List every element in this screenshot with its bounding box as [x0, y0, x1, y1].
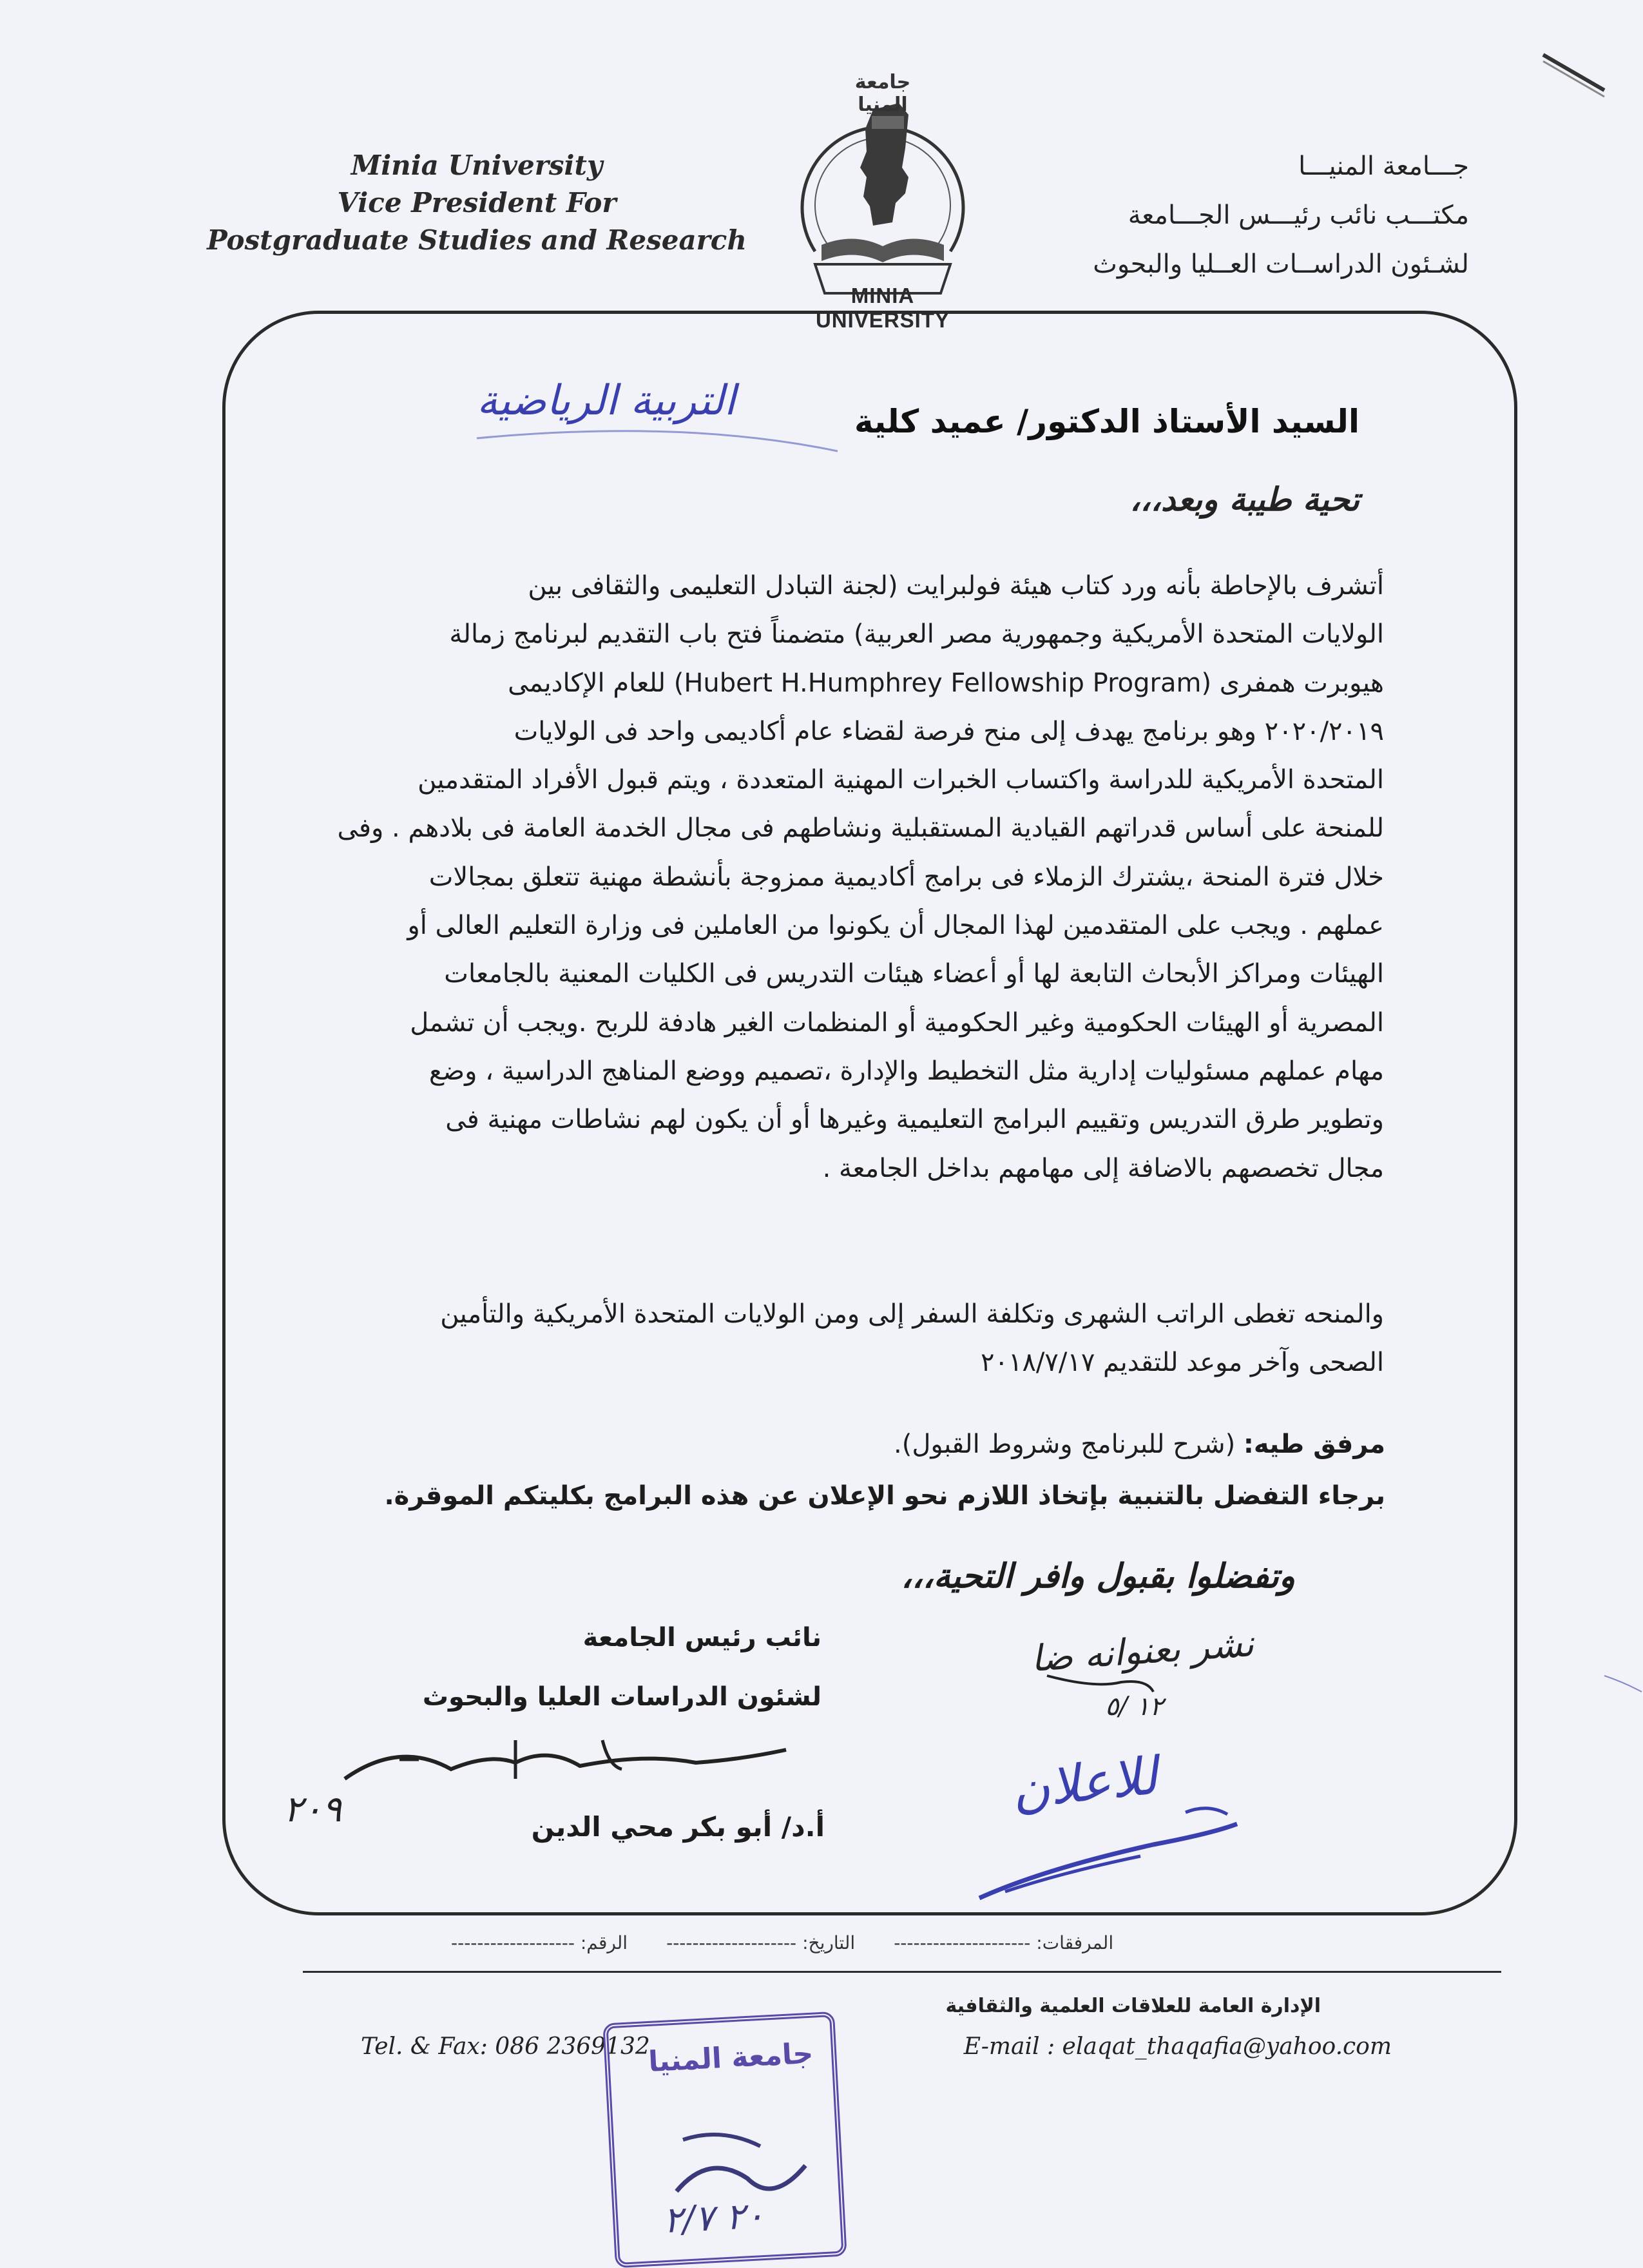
letter-body-paragraph-1	[337, 562, 1384, 1193]
body-line: هيوبرت همفرى (Hubert H.Humphrey Fellowship Program) للعام الإكاديمى	[508, 668, 1384, 698]
received-stamp	[602, 2011, 847, 2268]
stamp-handwriting: ٢٠ ٢/٧	[662, 2195, 765, 2242]
greeting: تحية طيبة وبعد،،،	[1129, 480, 1360, 518]
handwritten-note-announce: للاعلان	[1008, 1745, 1160, 1821]
footer-divider	[303, 1971, 1501, 1973]
footer-phone: Tel. & Fax: 086 2369132	[361, 2033, 650, 2060]
university-name-ar: جـــامعة المنيـــا	[1298, 151, 1469, 181]
number-label: الرقم:	[580, 1932, 628, 1953]
attachment-label: مرفق طيه:	[1243, 1430, 1385, 1459]
footer-attachments	[894, 1932, 1113, 1953]
body-line: وتطوير طرق التدريس وتقييم البرامج التعليمية وغيرها أو أن يكون لهم نشاطات مهنية فى	[445, 1105, 1384, 1135]
handwritten-note-publish: نشر بعنوانه ضا	[1030, 1623, 1256, 1680]
body-line: الصحى وآخر موعد للتقديم ٢٠١٨/٧/١٧	[980, 1348, 1384, 1377]
body-line: الولايات المتحدة الأمريكية وجمهورية مصر العربية) متضمناً فتح باب التقديم لبرنامج زمالة	[449, 619, 1384, 650]
header-english	[193, 147, 760, 259]
university-name-en: Minia University	[351, 150, 603, 181]
body-line: عملهم . ويجب على المتقدمين لهذا المجال أن يكونوا من العاملين فى وزارة التعليم العالى أو	[407, 911, 1384, 941]
request-line: برجاء التفضل بالتنبية بإتخاذ اللازم نحو الإعلان عن هذه البرامج بكليتكم الموقرة.	[384, 1481, 1385, 1511]
office-ar-line1: مكتـــب نائب رئيـــس الجـــامعة	[1128, 200, 1469, 230]
closing-line: وتفضلوا بقبول وافر التحية،،،	[901, 1556, 1295, 1596]
office-ar-line2: لشـئون الدراســات العــليا والبحوث	[1093, 249, 1469, 279]
body-line: ٢٠٢٠/٢٠١٩ وهو برنامج يهدف إلى منح فرصة لقضاء عام أكاديمى واحد فى الولايات	[514, 716, 1384, 746]
date-value: --------------------	[666, 1932, 797, 1953]
attachment-line	[894, 1430, 1385, 1459]
logo-caption: MINIA UNIVERSITY	[815, 284, 950, 332]
body-line: والمنحه تغطى الراتب الشهرى وتكلفة السفر إلى ومن الولايات المتحدة الأمريكية والتأمين	[440, 1299, 1384, 1329]
handwritten-note-date: ١٢ /٥	[1105, 1692, 1164, 1721]
office-en-line1: Vice President For	[337, 187, 617, 218]
signatory-name: أ.د/ أبو بكر محي الدين	[531, 1811, 825, 1843]
footer-reference-fields	[451, 1932, 1302, 1953]
body-line: أتشرف بالإحاطة بأنه ورد كتاب هيئة فولبرايت (لجنة التبادل التعليمى والثقافى بين	[528, 571, 1384, 601]
office-en-line2: Postgraduate Studies and Research	[207, 224, 747, 256]
body-line: المصرية أو الهيئات الحكومية وغير الحكومية أو المنظمات الغير هادفة للربح .ويجب أن تشمل	[410, 1007, 1384, 1038]
date-label: التاريخ:	[802, 1932, 856, 1953]
logo-arc-text: جامعة المنيا	[854, 71, 911, 116]
body-line: للمنحة على أساس قدراتهم القيادية المستقبلية ونشاطهم فى مجال الخدمة العامة فى بلادهم . وفى	[337, 813, 1384, 844]
attachments-value: ---------------------	[894, 1932, 1031, 1953]
body-line: المتحدة الأمريكية للدراسة واكتساب الخبرات المهنية المتعددة ، ويتم قبول الأفراد المتقدمين	[418, 765, 1384, 795]
body-line: مجال تخصصهم بالاضافة إلى مهامهم بداخل الجامعة .	[822, 1153, 1384, 1183]
footer-email: E-mail : elaqat_thaqafia@yahoo.com	[963, 2033, 1392, 2060]
letter-body-paragraph-2	[341, 1290, 1384, 1387]
header-arabic	[1018, 142, 1469, 289]
margin-handwritten-number: ٢٠٩	[283, 1788, 342, 1830]
footer-date	[666, 1932, 855, 1953]
signatory-title-line2: لشئون الدراسات العليا والبحوث	[422, 1682, 822, 1712]
salutation: السيد الأستاذ الدكتور/ عميد كلية	[854, 403, 1360, 440]
handwritten-faculty: التربية الرياضية	[477, 377, 736, 425]
number-value: -------------------	[451, 1932, 575, 1953]
attachments-label: المرفقات:	[1036, 1932, 1114, 1953]
footer-contact	[361, 2033, 1392, 2060]
footer-number	[451, 1932, 628, 1953]
body-line: مهام عملهم مسئوليات إدارية مثل التخطيط والإدارة ،تصميم ووضع المناهج الدراسية ، وضع	[428, 1056, 1384, 1086]
attachment-text: (شرح للبرنامج وشروط القبول).	[894, 1430, 1236, 1459]
stamp-text: جامعة المنيا	[648, 2037, 814, 2079]
body-line: الهيئات ومراكز الأبحاث التابعة لها أو أعضاء هيئات التدريس فى الكليات المعنية بالجامعات	[444, 959, 1384, 989]
footer-department: الإدارة العامة للعلاقات العلمية والثقافية	[945, 1995, 1321, 2017]
body-line: خلال فترة المنحة ،يشترك الزملاء فى برامج أكاديمية ممزوجة بأنشطة مهنية تتعلق بمجالات	[428, 862, 1384, 892]
signatory-title-line1: نائب رئيس الجامعة	[582, 1623, 822, 1653]
